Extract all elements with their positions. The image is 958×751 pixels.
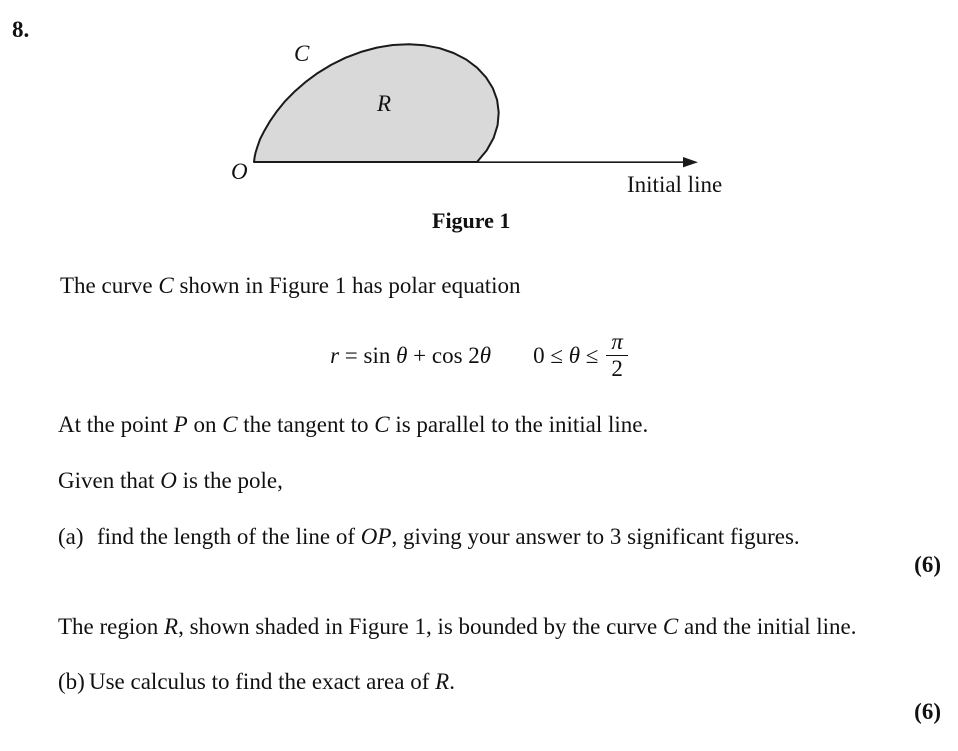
- pole-paragraph: Given that O is the pole,: [58, 468, 283, 493]
- fraction-denominator: 2: [611, 356, 623, 382]
- marks-b-badge: (6): [914, 699, 941, 724]
- part-b-row: [58, 669, 455, 695]
- tangent-paragraph: At the point P on C the tangent to C is parallel to the initial line.: [58, 412, 649, 437]
- part-a-row: [58, 524, 800, 550]
- equation-main: r = sin θ + cos 2θ: [330, 342, 492, 368]
- equation-domain: [533, 330, 628, 381]
- part-a-text: find the length of the line of OP, giving your answer to 3 significant figures.: [97, 524, 800, 549]
- marks-a-badge: (6): [914, 552, 941, 577]
- arrowhead-icon: [683, 157, 698, 167]
- domain-inequality: 0 ≤ θ ≤: [533, 342, 599, 368]
- fraction-numerator: π: [606, 330, 628, 356]
- fraction-pi-over-2: [606, 330, 628, 381]
- initial-line-label: Initial line: [627, 172, 723, 197]
- part-b-label: (b): [58, 669, 85, 694]
- polar-equation: [0, 330, 958, 381]
- question-number: 8.: [12, 17, 30, 42]
- region-paragraph: The region R, shown shaded in Figure 1, is bounded by the curve C and the initial line.: [58, 614, 857, 639]
- intro-paragraph: The curve C shown in Figure 1 has polar equation: [60, 273, 521, 298]
- region-label: R: [377, 91, 392, 116]
- pole-label: O: [231, 159, 248, 184]
- curve-label: C: [294, 41, 310, 66]
- part-a-label: (a): [58, 524, 84, 549]
- part-b-text: Use calculus to find the exact area of R.: [89, 669, 455, 694]
- figure-caption: Figure 1: [432, 208, 511, 233]
